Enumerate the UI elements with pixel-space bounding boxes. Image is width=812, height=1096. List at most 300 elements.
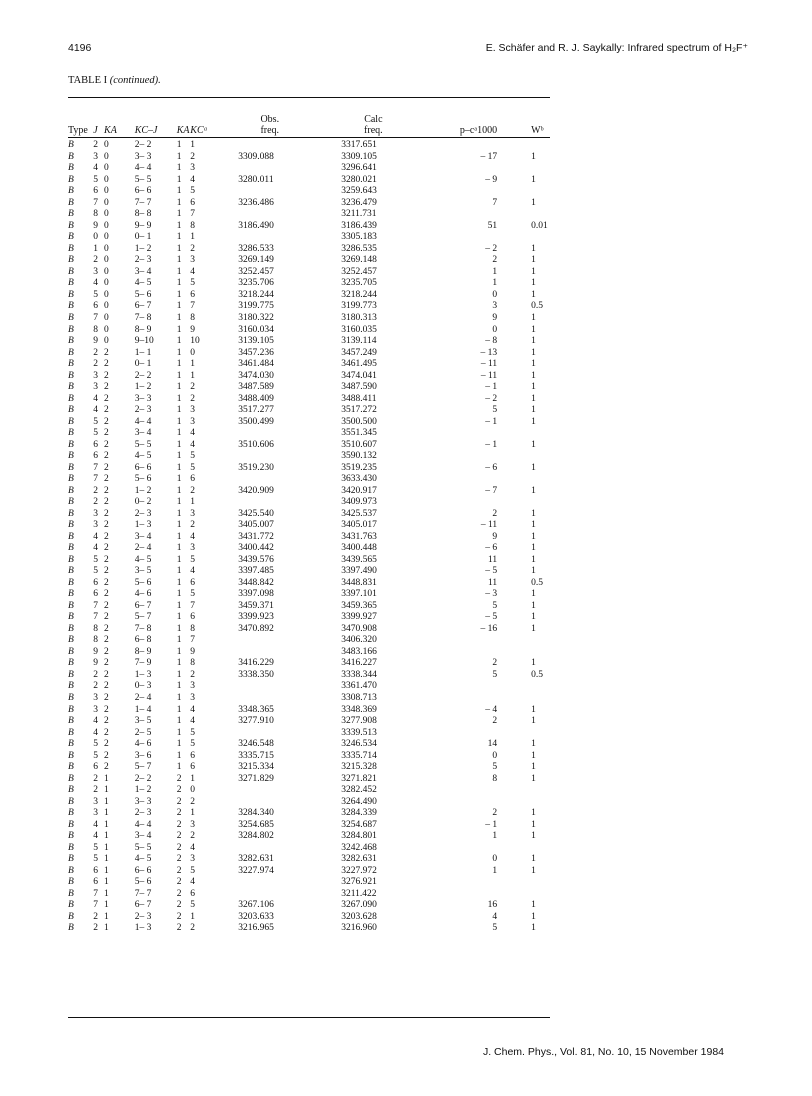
cell-j: 7 — [93, 888, 98, 899]
cell-calc-freq: 3500.500 — [341, 416, 377, 427]
table-row — [68, 232, 550, 244]
table-row — [68, 819, 550, 831]
cell-kc-j: 2– 3 — [134, 508, 152, 519]
cell-ka: 2 — [104, 577, 109, 588]
cell-w: 1 — [531, 439, 536, 450]
cell-w: 1 — [531, 612, 536, 623]
cell-ka: 0 — [104, 278, 109, 289]
cell-j: 7 — [93, 197, 98, 208]
cell-ka-upper: 1 — [176, 577, 182, 588]
cell-ka: 2 — [104, 600, 109, 611]
cell-type: B — [68, 278, 74, 289]
table-row — [68, 647, 550, 659]
table-row — [68, 543, 550, 555]
cell-type: B — [68, 347, 74, 358]
cell-kc-upper: 2 — [190, 382, 196, 393]
cell-obs-freq: 3282.631 — [238, 854, 274, 865]
cell-ka-upper: 1 — [176, 382, 182, 393]
cell-w: 0.01 — [531, 220, 548, 231]
cell-ka: 2 — [104, 612, 109, 623]
cell-obs-freq: 3269.149 — [238, 255, 274, 266]
cell-ka: 0 — [104, 255, 109, 266]
table-row — [68, 578, 550, 590]
cell-ka-upper: 1 — [176, 405, 182, 416]
cell-kc-upper: 1 — [190, 232, 196, 243]
cell-obs-freq: 3267.106 — [238, 900, 274, 911]
cell-ka: 2 — [104, 359, 109, 370]
cell-w — [531, 474, 550, 486]
cell-j: 2 — [93, 359, 98, 370]
cell-calc-freq: 3296.641 — [341, 163, 377, 174]
cell-ka: 1 — [104, 888, 109, 899]
cell-ka: 2 — [104, 623, 109, 634]
cell-type: B — [68, 301, 74, 312]
table-row — [68, 877, 550, 889]
cell-type: B — [68, 681, 74, 692]
cell-w: 1 — [531, 923, 536, 934]
cell-w: 1 — [531, 151, 536, 162]
cell-calc-freq: 3218.244 — [341, 289, 377, 300]
cell-obs-freq: 3487.589 — [238, 382, 274, 393]
cell-kc-j: 2– 5 — [134, 727, 152, 738]
cell-p-c: 2 — [492, 508, 498, 519]
cell-kc-upper: 9 — [190, 324, 196, 335]
cell-kc-j: 5– 5 — [134, 439, 152, 450]
cell-type: B — [68, 405, 74, 416]
cell-type: B — [68, 865, 74, 876]
cell-kc-j: 6– 6 — [134, 865, 152, 876]
cell-kc-upper: 3 — [190, 405, 196, 416]
cell-kc-j: 2– 2 — [134, 773, 152, 784]
cell-obs-freq: 3474.030 — [238, 370, 274, 381]
cell-ka-upper: 1 — [176, 543, 182, 554]
cell-calc-freq: 3203.628 — [341, 911, 377, 922]
cell-type: B — [68, 819, 74, 830]
cell-kc-j: 1– 2 — [134, 382, 152, 393]
cell-obs-freq — [238, 163, 341, 175]
cell-ka: 0 — [104, 140, 109, 151]
cell-ka-upper: 1 — [176, 600, 182, 611]
cell-ka-upper: 2 — [176, 900, 182, 911]
cell-ka-upper: 1 — [176, 474, 182, 485]
cell-calc-freq: 3487.590 — [341, 382, 377, 393]
cell-kc-j: 1– 2 — [134, 243, 152, 254]
col-header-obs-freq: Obs. freq. — [260, 114, 280, 136]
cell-ka-upper: 1 — [176, 312, 182, 323]
table-row — [68, 555, 550, 567]
cell-p-c: 11 — [487, 577, 498, 588]
cell-kc-j: 8– 9 — [134, 324, 152, 335]
cell-ka: 2 — [104, 693, 109, 703]
table-header-row — [68, 99, 550, 140]
cell-kc-j: 3– 3 — [134, 796, 152, 807]
cell-kc-upper: 2 — [190, 796, 196, 807]
cell-type: B — [68, 900, 74, 911]
cell-kc-upper: 5 — [190, 865, 196, 876]
cell-ka: 1 — [104, 854, 109, 865]
table-row — [68, 347, 550, 359]
cell-p-c: 9 — [492, 531, 498, 542]
cell-obs-freq: 3431.772 — [238, 531, 274, 542]
cell-obs-freq: 3218.244 — [238, 289, 274, 300]
cell-ka: 0 — [104, 266, 109, 277]
cell-p-c: 5 — [492, 600, 498, 611]
cell-obs-freq: 3186.490 — [238, 220, 274, 231]
cell-ka-upper: 1 — [176, 174, 182, 185]
cell-p-c — [451, 727, 531, 739]
cell-kc-j: 5– 5 — [134, 842, 152, 853]
cell-calc-freq: 3282.631 — [341, 854, 377, 865]
table-row — [68, 198, 550, 210]
cell-obs-freq: 3416.229 — [238, 658, 274, 669]
cell-type: B — [68, 923, 74, 934]
cell-j: 6 — [93, 451, 98, 462]
cell-calc-freq: 3254.687 — [341, 819, 377, 830]
cell-kc-upper: 2 — [190, 243, 196, 254]
table-row — [68, 785, 550, 797]
table-row — [68, 693, 550, 705]
cell-ka-upper: 1 — [176, 497, 182, 508]
cell-ka-upper: 1 — [176, 301, 182, 312]
cell-kc-upper: 5 — [190, 278, 196, 289]
cell-j: 3 — [93, 808, 98, 819]
cell-type: B — [68, 266, 74, 277]
cell-j: 5 — [93, 554, 98, 565]
cell-p-c: 7 — [492, 197, 498, 208]
cell-type: B — [68, 382, 74, 393]
cell-kc-j: 2– 2 — [134, 140, 152, 151]
cell-ka-upper: 1 — [176, 439, 182, 450]
cell-kc-upper: 6 — [190, 612, 196, 623]
table-row — [68, 301, 550, 313]
cell-p-c — [451, 474, 531, 486]
cell-kc-upper: 4 — [190, 704, 196, 715]
cell-type: B — [68, 186, 74, 197]
cell-kc-upper: 8 — [190, 312, 196, 323]
cell-obs-freq: 3348.365 — [238, 704, 274, 715]
col-header-j: J — [93, 125, 98, 136]
cell-kc-upper: 2 — [190, 485, 196, 496]
cell-calc-freq: 3409.973 — [341, 497, 377, 508]
col-header-kc-j: KC–J — [134, 125, 158, 136]
cell-j: 6 — [93, 865, 98, 876]
cell-type: B — [68, 543, 74, 554]
cell-j: 2 — [93, 497, 98, 508]
cell-w: 1 — [531, 773, 536, 784]
cell-kc-upper: 6 — [190, 888, 196, 899]
cell-type: B — [68, 554, 74, 565]
cell-kc-j: 6– 6 — [134, 462, 152, 473]
cell-type: B — [68, 612, 74, 623]
cell-ka-upper: 1 — [176, 209, 182, 220]
cell-type: B — [68, 451, 74, 462]
cell-j: 6 — [93, 877, 98, 888]
cell-calc-freq: 3457.249 — [341, 347, 377, 358]
table-row — [68, 244, 550, 256]
cell-ka: 2 — [104, 716, 109, 727]
cell-w — [531, 842, 550, 854]
table-row — [68, 393, 550, 405]
cell-p-c: 0 — [492, 750, 498, 761]
cell-obs-freq: 3180.322 — [238, 312, 274, 323]
cell-obs-freq: 3519.230 — [238, 462, 274, 473]
cell-type: B — [68, 289, 74, 300]
table-row — [68, 428, 550, 440]
col-header-ka-upper: KA — [176, 125, 190, 136]
cell-ka-upper: 1 — [176, 186, 182, 197]
cell-calc-freq: 3236.479 — [341, 197, 377, 208]
table-row — [68, 566, 550, 578]
cell-j: 4 — [93, 531, 98, 542]
cell-j: 3 — [93, 382, 98, 393]
cell-kc-upper: 6 — [190, 750, 196, 761]
cell-type: B — [68, 220, 74, 231]
cell-type: B — [68, 773, 74, 784]
table-caption — [68, 75, 161, 86]
cell-w: 1 — [531, 900, 536, 911]
cell-calc-freq: 3361.470 — [341, 681, 377, 692]
cell-ka-upper: 1 — [176, 554, 182, 565]
cell-j: 2 — [93, 347, 98, 358]
cell-kc-j: 3– 4 — [134, 531, 152, 542]
cell-p-c: 0 — [492, 324, 498, 335]
cell-w: 1 — [531, 854, 536, 865]
cell-obs-freq — [238, 497, 341, 509]
cell-p-c: 0 — [492, 854, 498, 865]
cell-kc-j: 7– 8 — [134, 312, 152, 323]
cell-type: B — [68, 324, 74, 335]
cell-j: 2 — [93, 255, 98, 266]
cell-p-c: – 9 — [485, 174, 498, 185]
cell-kc-upper: 8 — [190, 220, 196, 231]
cell-ka: 0 — [104, 163, 109, 174]
cell-calc-freq: 3459.365 — [341, 600, 377, 611]
cell-kc-j: 4– 5 — [134, 554, 152, 565]
cell-obs-freq: 3335.715 — [238, 750, 274, 761]
cell-ka: 2 — [104, 635, 109, 646]
cell-calc-freq: 3448.831 — [341, 577, 377, 588]
table-row — [68, 278, 550, 290]
cell-ka-upper: 1 — [176, 681, 182, 692]
cell-p-c — [451, 889, 531, 901]
cell-obs-freq — [238, 186, 341, 198]
cell-ka: 2 — [104, 462, 109, 473]
cell-obs-freq: 3461.484 — [238, 359, 274, 370]
cell-kc-j: 3– 5 — [134, 566, 152, 577]
cell-ka: 0 — [104, 232, 109, 243]
cell-w — [531, 232, 550, 244]
cell-type: B — [68, 174, 74, 185]
cell-obs-freq: 3457.236 — [238, 347, 274, 358]
cell-calc-freq: 3431.763 — [341, 531, 377, 542]
cell-obs-freq — [238, 693, 341, 705]
cell-calc-freq: 3199.773 — [341, 301, 377, 312]
table-row — [68, 831, 550, 843]
cell-calc-freq: 3338.344 — [341, 669, 377, 680]
table-row — [68, 382, 550, 394]
cell-type: B — [68, 693, 74, 703]
cell-ka: 1 — [104, 808, 109, 819]
cell-j: 2 — [93, 485, 98, 496]
cell-ka-upper: 1 — [176, 151, 182, 162]
cell-calc-freq: 3551.345 — [341, 428, 377, 439]
cell-calc-freq: 3405.017 — [341, 520, 377, 531]
cell-obs-freq: 3400.442 — [238, 543, 274, 554]
cell-type: B — [68, 589, 74, 600]
cell-obs-freq — [238, 428, 341, 440]
cell-j: 6 — [93, 301, 98, 312]
cell-j: 9 — [93, 336, 98, 347]
cell-calc-freq: 3277.908 — [341, 716, 377, 727]
col-header-type: Type — [68, 125, 88, 136]
cell-ka-upper: 1 — [176, 704, 182, 715]
table-row — [68, 601, 550, 613]
cell-kc-j: 3– 4 — [134, 428, 152, 439]
cell-ka: 1 — [104, 831, 109, 842]
cell-j: 7 — [93, 900, 98, 911]
cell-j: 8 — [93, 635, 98, 646]
cell-type: B — [68, 808, 74, 819]
cell-j: 4 — [93, 405, 98, 416]
cell-j: 8 — [93, 623, 98, 634]
cell-p-c — [451, 186, 531, 198]
cell-ka: 1 — [104, 773, 109, 784]
cell-ka-upper: 2 — [176, 888, 182, 899]
cell-calc-freq: 3517.272 — [341, 405, 377, 416]
cell-ka-upper: 2 — [176, 923, 182, 934]
cell-w: 1 — [531, 543, 536, 554]
cell-type: B — [68, 750, 74, 761]
cell-kc-upper: 0 — [190, 785, 196, 796]
cell-kc-upper: 2 — [190, 520, 196, 531]
cell-kc-upper: 3 — [190, 416, 196, 427]
cell-obs-freq: 3271.829 — [238, 773, 274, 784]
cell-kc-j: 0– 3 — [134, 681, 152, 692]
cell-ka-upper: 1 — [176, 750, 182, 761]
cell-ka-upper: 1 — [176, 428, 182, 439]
cell-type: B — [68, 888, 74, 899]
cell-j: 4 — [93, 393, 98, 404]
cell-kc-j: 6– 8 — [134, 635, 152, 646]
cell-ka: 0 — [104, 174, 109, 185]
cell-ka: 1 — [104, 923, 109, 934]
cell-kc-upper: 1 — [190, 140, 196, 151]
cell-j: 4 — [93, 278, 98, 289]
cell-p-c: 1 — [492, 831, 498, 842]
cell-ka-upper: 1 — [176, 416, 182, 427]
cell-obs-freq: 3517.277 — [238, 405, 274, 416]
cell-calc-freq: 3235.705 — [341, 278, 377, 289]
cell-calc-freq: 3186.439 — [341, 220, 377, 231]
cell-kc-j: 3– 6 — [134, 750, 152, 761]
cell-kc-upper: 7 — [190, 301, 196, 312]
table-caption-suffix: (continued). — [109, 75, 161, 86]
cell-p-c: – 1 — [485, 819, 498, 830]
cell-calc-freq: 3276.921 — [341, 877, 377, 888]
table-row — [68, 152, 550, 164]
cell-p-c: 2 — [492, 658, 498, 669]
cell-obs-freq: 3203.633 — [238, 911, 274, 922]
cell-kc-upper: 3 — [190, 255, 196, 266]
cell-p-c: – 6 — [485, 462, 498, 473]
cell-type: B — [68, 762, 74, 773]
cell-obs-freq: 3286.533 — [238, 243, 274, 254]
cell-calc-freq: 3242.468 — [341, 842, 377, 853]
cell-ka: 0 — [104, 312, 109, 323]
cell-p-c: 1 — [492, 278, 498, 289]
cell-kc-j: 5– 6 — [134, 474, 152, 485]
cell-p-c: – 1 — [485, 439, 498, 450]
cell-obs-freq: 3420.909 — [238, 485, 274, 496]
cell-p-c: – 3 — [485, 589, 498, 600]
cell-w: 1 — [531, 704, 536, 715]
cell-obs-freq: 3252.457 — [238, 266, 274, 277]
cell-p-c: 0 — [492, 289, 498, 300]
cell-w: 1 — [531, 197, 536, 208]
cell-ka-upper: 1 — [176, 324, 182, 335]
col-header-p-c: p–cᵃ1000 — [459, 125, 498, 136]
cell-kc-j: 5– 6 — [134, 289, 152, 300]
cell-kc-j: 8– 8 — [134, 209, 152, 220]
cell-obs-freq: 3405.007 — [238, 520, 274, 531]
line-table — [68, 99, 550, 935]
cell-calc-freq: 3335.714 — [341, 750, 377, 761]
table-row — [68, 509, 550, 521]
cell-w — [531, 693, 550, 705]
cell-j: 5 — [93, 750, 98, 761]
cell-calc-freq: 3271.821 — [341, 773, 377, 784]
cell-kc-upper: 5 — [190, 589, 196, 600]
cell-obs-freq: 3215.334 — [238, 762, 274, 773]
cell-ka: 2 — [104, 531, 109, 542]
cell-type: B — [68, 831, 74, 842]
cell-kc-j: 7– 7 — [134, 888, 152, 899]
cell-ka: 0 — [104, 243, 109, 254]
table-row — [68, 704, 550, 716]
cell-type: B — [68, 209, 74, 220]
cell-calc-freq: 3305.183 — [341, 232, 377, 243]
cell-w: 1 — [531, 750, 536, 761]
running-title: E. Schäfer and R. J. Saykally: Infrared spectrum of H₂F⁺ — [485, 42, 748, 54]
cell-ka-upper: 1 — [176, 508, 182, 519]
cell-kc-j: 2– 3 — [134, 911, 152, 922]
cell-kc-upper: 2 — [190, 923, 196, 934]
cell-j: 1 — [93, 243, 98, 254]
cell-ka-upper: 2 — [176, 854, 182, 865]
table-row — [68, 451, 550, 463]
table-row — [68, 336, 550, 348]
cell-j: 5 — [93, 428, 98, 439]
cell-p-c: – 13 — [480, 347, 498, 358]
cell-p-c — [451, 647, 531, 659]
cell-p-c — [451, 693, 531, 705]
cell-w — [531, 727, 550, 739]
cell-calc-freq: 3400.448 — [341, 543, 377, 554]
cell-p-c: 5 — [492, 923, 498, 934]
cell-calc-freq: 3474.041 — [341, 370, 377, 381]
table-row — [68, 221, 550, 233]
cell-p-c: 8 — [492, 773, 498, 784]
cell-j: 3 — [93, 704, 98, 715]
cell-kc-j: 6– 7 — [134, 600, 152, 611]
cell-p-c — [451, 877, 531, 889]
cell-type: B — [68, 312, 74, 323]
cell-calc-freq: 3399.927 — [341, 612, 377, 623]
cell-ka: 2 — [104, 405, 109, 416]
cell-w: 1 — [531, 819, 536, 830]
cell-kc-j: 8– 9 — [134, 646, 152, 657]
table-row — [68, 255, 550, 267]
